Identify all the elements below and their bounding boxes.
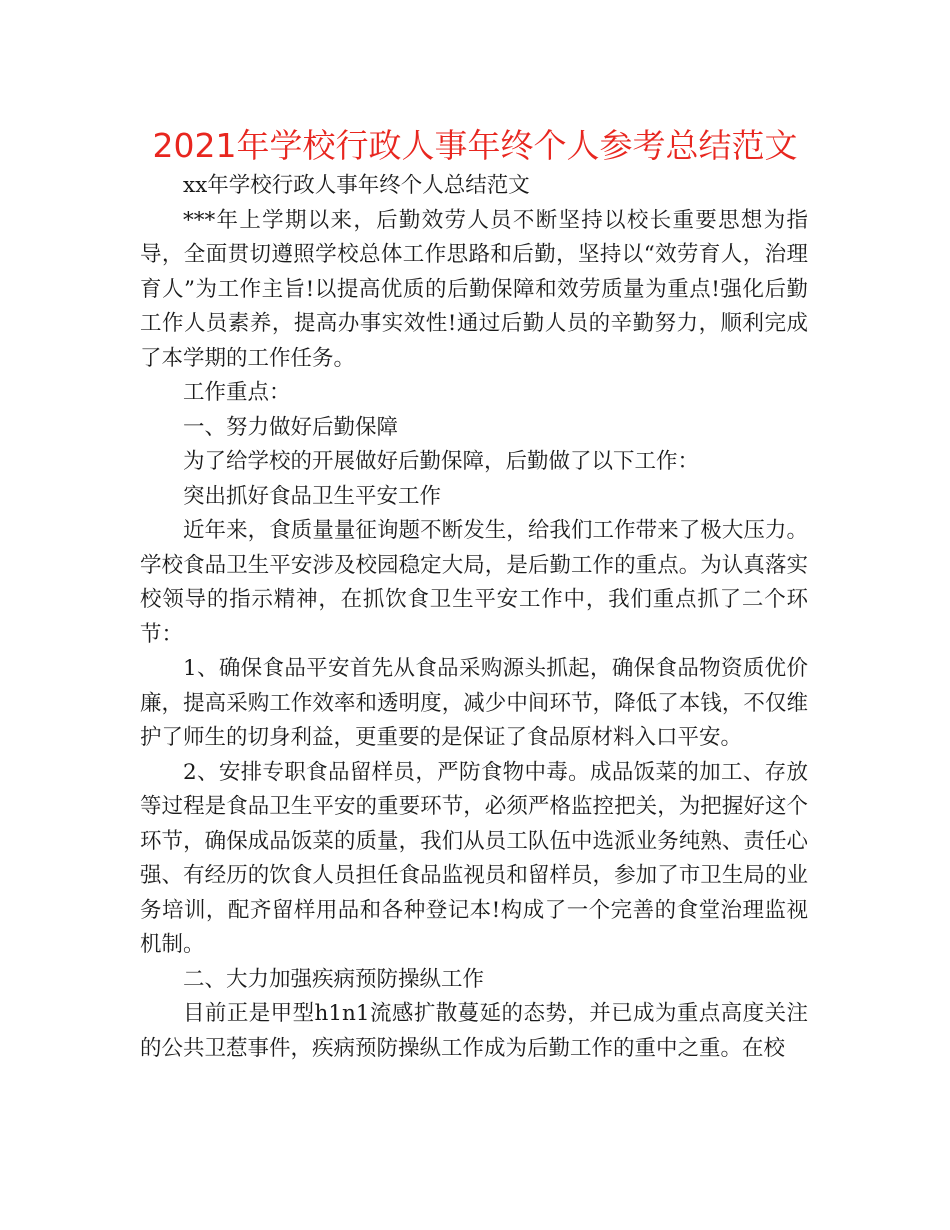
subsection-heading: 突出抓好食品卫生平安工作: [183, 483, 442, 509]
list-item-1: 1、确保食品平安首先从食品采购源头抓起，确保食品物资质优价廉，提高采购工作效率和透明度，减少中间环节，降低了本钱，不仅维护了师生的切身利益，更重要的是保证了食品原材料入口平安。: [140, 656, 808, 750]
paragraph: 目前正是甲型h1n1流感扩散蔓延的态势，并已成为重点高度关注的公共卫惹事件，疾病预防操纵工作成为后勤工作的重中之重。在校: [140, 1001, 808, 1061]
paragraph: 为了给学校的开展做好后勤保障，后勤做了以下工作：: [183, 449, 700, 474]
paragraph: 近年来，食质量量征询题不断发生，给我们工作带来了极大压力。学校食品卫生平安涉及校园稳定大局，是后勤工作的重点。为认真落实校领导的指示精神，在抓饮食卫生平安工作中，我们重点抓了二个环节：: [140, 518, 808, 647]
paragraph-work-focus: 工作重点：: [183, 380, 291, 405]
document-body: [140, 169, 808, 1066]
section-heading-1: 一、努力做好后勤保障: [183, 414, 399, 440]
paragraph-subtitle: xx年学校行政人事年终个人总结范文: [183, 173, 530, 198]
section-heading-2: 二、大力加强疾病预防操纵工作: [183, 966, 485, 992]
document-title: 2021年学校行政人事年终个人参考总结范文: [152, 126, 798, 165]
paragraph-intro: ***年上学期以来，后勤效劳人员不断坚持以校长重要思想为指导，全面贯切遵照学校总体工作思路和后勤，坚持以“效劳育人，治理育人”为工作主旨!以提高优质的后勤保障和效劳质量为重点!强化后勤工作人员素养，提高办事实效性!通过后勤人员的辛勤努力，顺利完成了本学期的工作任务。: [140, 207, 808, 371]
list-item-2: 2、安排专职食品留样员，严防食物中毒。成品饭菜的加工、存放等过程是食品卫生平安的重要环节，必须严格监控把关，为把握好这个环节，确保成品饭菜的质量，我们从员工队伍中选派业务纯熟、责任心强、有经历的饮食人员担任食品监视员和留样员，参加了市卫生局的业务培训，配齐留样用品和各种登记本!构成了一个完善的食堂治理监视机制。: [140, 759, 808, 957]
